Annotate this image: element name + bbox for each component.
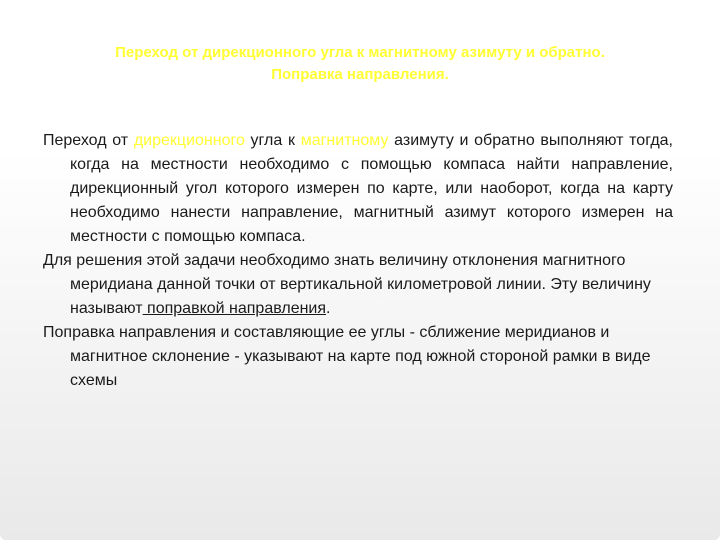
p3-text-1: Поправка направления и составляющие ее углы - сближение меридианов и магнитное склонение - указывают на карте под южной стороной рамки в виде схемы xyxy=(43,324,651,389)
p2-text-2: . xyxy=(326,300,331,317)
slide-body xyxy=(43,129,673,393)
title-line-2: Поправка направления. xyxy=(271,66,449,83)
paragraph-2 xyxy=(43,249,673,321)
slide-title xyxy=(40,42,680,86)
paragraph-1 xyxy=(43,129,673,249)
p1-text-2: угла к xyxy=(244,132,301,149)
p1-highlight-magnetic: магнитному xyxy=(300,132,389,149)
paragraph-3 xyxy=(43,321,673,393)
p1-text-1: Переход от xyxy=(43,132,134,149)
p2-text-1: Для решения этой задачи необходимо знать величину отклонения магнитного меридиана данной точки от вертикальной километровой линии. Эту величину называют xyxy=(43,252,651,317)
title-line-1: Переход от дирекционного угла к магнитному азимуту и обратно. xyxy=(115,44,605,61)
p1-highlight-directional: дирекционного xyxy=(133,132,245,149)
p2-underlined-term: поправкой направления xyxy=(142,300,327,317)
p1-text-3: азимуту и обратно выполняют тогда, когда на местности необходимо с помощью компаса найти направление, дирекционный угол которого измерен по карте, или наоборот, когда на карту необходимо нанести направление, магнитный азимут которого измерен на местности с помощью компаса. xyxy=(70,132,674,245)
